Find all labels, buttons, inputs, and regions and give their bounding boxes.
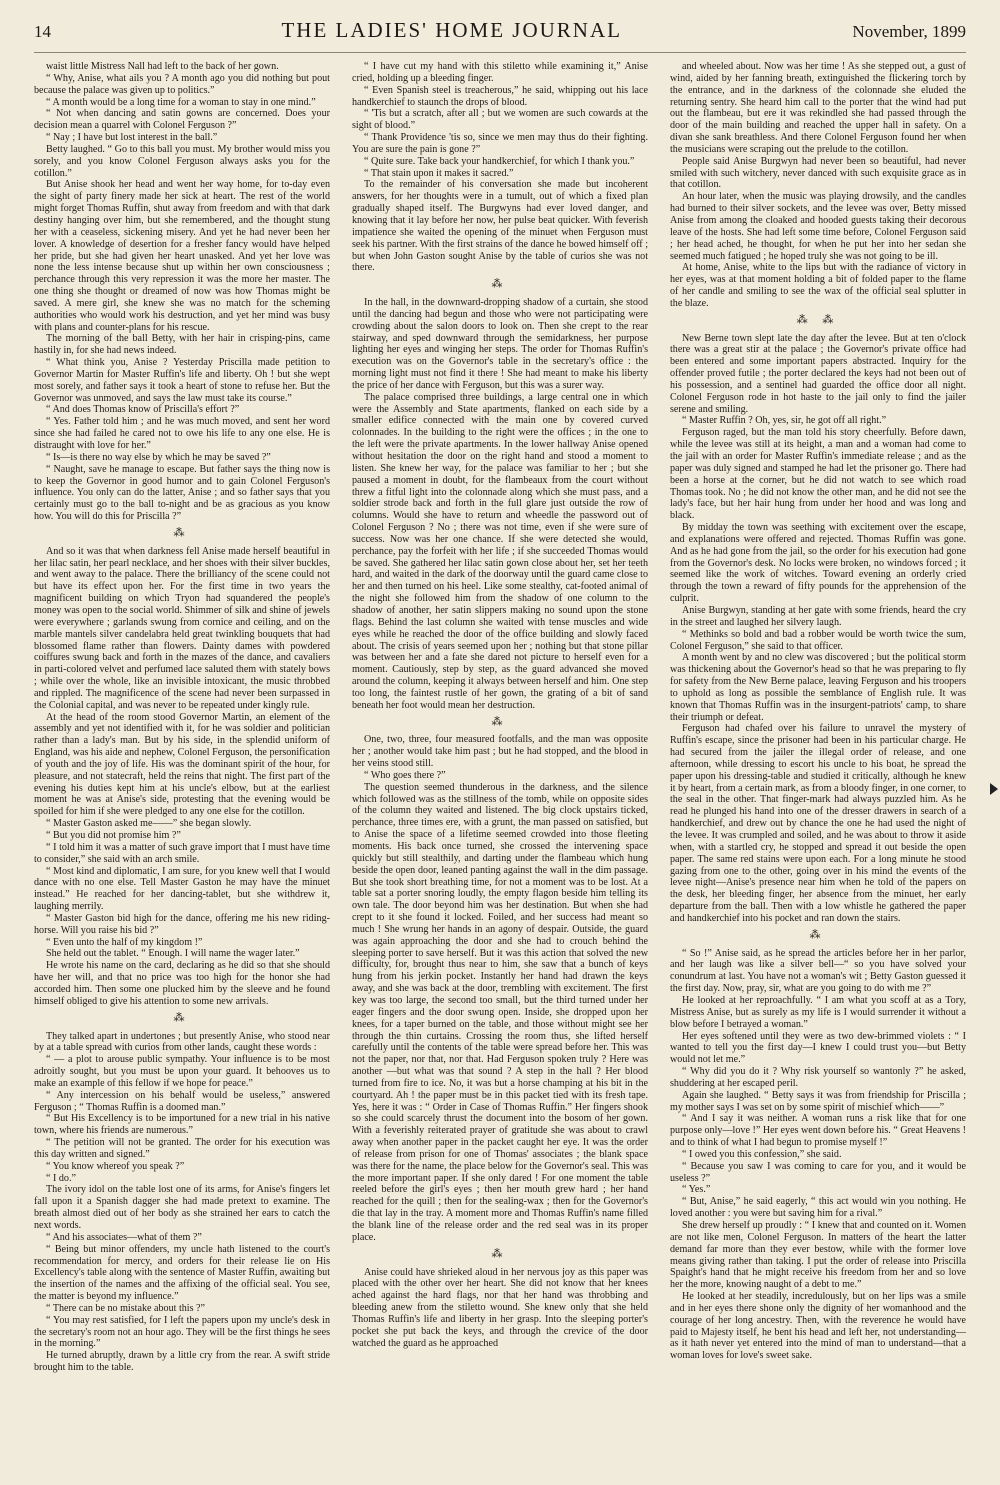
section-ornament: ⁂	[173, 1011, 191, 1024]
paragraph: Her eyes softened until they were as two dew-brimmed violets : “ I wanted to tell you the first day—I knew I could trust you—but Betty would not let me.”	[670, 1030, 966, 1066]
paragraph: And so it was that when darkness fell Anise made herself beautiful in her lilac satin, her pearl necklace, and her shoes with their silver buckles, and went away to the palace. There the brilliancy of the scene could not but have its effect upon her. For the first time in two years the magnificent building on which Tryon had squandered the people's money was open to the social world. Shimmer of silk and shine of jewels were everywhere ; garlands swung from cornice and ceiling, and on the marble mantels silver candelabra held great twinkling bouquets that had blossomed flame rather than flowers. Dainty dames with powdered coiffures swung back and forth in the mazes of the dance, and cavaliers in parti-colored velvet and perfumed lace saluted them with stately bows ; while over the whole, like an invisible intoxicant, the music throbbed and rippled. The magnificence of the scene had never been surpassed in the Colonial capital, and was never to be repeated under kingly rule.	[34, 545, 330, 711]
paragraph: “ I do.”	[46, 1172, 76, 1184]
paragraph: “ Being but minor offenders, my uncle hath listened to the court's recommendation for mercy, and orders for their release lie on His Excellency's table along with the sentence of Master Ruffin, awaiting but the insertion of the names and the affixing of the official seal. You see, the matter is beyond my influence.”	[34, 1243, 330, 1303]
paragraph: “ Is—is there no way else by which he may be saved ?”	[46, 451, 271, 463]
paragraph: “ Quite sure. Take back your handkerchief, for which I thank you.”	[364, 155, 635, 167]
paragraph: At home, Anise, white to the lips but with the radiance of victory in her eyes, was at that moment holding a bit of folded paper to the flame of her candle and smiling to see the wax of the official seal splutter in the blaze.	[670, 262, 966, 309]
paragraph: “ Because you saw I was coming to care for you, and it would be useless ?”	[670, 1160, 966, 1184]
paragraph: He turned abruptly, drawn by a little cry from the rear. A swift stride brought him to the table.	[34, 1350, 330, 1374]
paragraph: “ — a plot to arouse public sympathy. Your influence is to be most adroitly sought, but you must be upon your guard. It behooves us to make an example of this fellow if we hope for peace.”	[34, 1054, 330, 1089]
section-ornament: ⁂	[173, 526, 191, 539]
paragraph: “ There can be no mistake about this ?”	[46, 1302, 206, 1314]
issue-date: November, 1899	[852, 22, 966, 41]
paragraph: She held out the tablet. “ Enough. I will name the wager later.”	[46, 948, 300, 960]
paragraph: “ Why, Anise, what ails you ? A month ago you did nothing but pout because the palace was given up to politics.”	[34, 72, 330, 96]
paragraph: “ Who goes there ?”	[364, 769, 446, 781]
margin-arrow-icon	[990, 783, 998, 795]
paragraph: “ The petition will not be granted. The order for his execution was this day written and signed.”	[34, 1137, 330, 1160]
paragraph: Anise could have shrieked aloud in her nervous joy as this paper was placed with the other over her heart. She did not know that her knees ached against the hard flags, nor that her hand was throbbing and bleeding anew from the stiletto wound. She knew only that she held Thomas Ruffin's life and liberty in her grasp. Into the sleeping porter's pocket she put back the keys, and through the crevice of the door watched the guard as he approached	[352, 1266, 648, 1349]
paragraph: “ You may rest satisfied, for I left the papers upon my uncle's desk in the secretary's room not an hour ago. They will be the first things he sees in the morning.”	[34, 1314, 330, 1350]
paragraph: “ Any intercession on his behalf would be useless,” answered Ferguson ; “ Thomas Ruffin is a doomed man.”	[34, 1089, 330, 1113]
paragraph: “ I told him it was a matter of such grave import that I must have time to consider,” she said with an arch smile.	[34, 841, 330, 865]
paragraph: But Anise shook her head and went her way home, for to-day even the sight of party finery made her sick at heart. The rest of the world might forget Thomas Ruffin, shut away from freedom and with that dark destiny hanging over him, but she remembered, and the thought stung her with a ceaseless, sickening misery. And yet he had never been her lover. A knowledge of desertion for a fresher fancy would have helped her pride, but she had given her heart unasked. And yet her love was none the less intense because shut up within her own consciousness ; perchance through this very repression it was the more her master. The one thing she thought or dreamed of now was how Thomas might be saved. A mere girl, she knew she was no match for the scheming authorities who would work his destruction, and yet her mind was busy with plans and counter-plans for his rescue.	[34, 179, 330, 333]
paragraph: “ And his associates—what of them ?”	[46, 1231, 202, 1243]
paragraph: At the head of the room stood Governor Martin, an element of the assembly and yet not identified with it, for he was soldier and politician rather than a lady's man. But by his side, in the splendid uniform of England, was his aide and nephew, Colonel Ferguson, the personification of youth and the joy of life. His was the dominant spirit of the hour, for pleasure, and not statecraft, held the reins that night. The first part of the evening his duties kept him at his uncle's elbow, but at the earliest moment he was at Anise's side, protesting that the evening would be spoiled for him if she were pledged to any one else for the cotillon.	[34, 711, 330, 818]
column-2	[352, 61, 648, 1481]
column-3	[670, 61, 966, 1481]
paragraph: He looked at her steadily, incredulously, but on her lips was a smile and in her eyes there shone only the dignity of her womanhood and the courage of her long ancestry. Then, with the reverence he would have paid to Majesty itself, he bent his head and left her, not understanding—as it hath never yet entered into the mind of man to understand—that a woman loves for love's sweet sake.	[670, 1291, 966, 1362]
section-ornament: ⁂	[491, 278, 509, 291]
paragraph: One, two, three, four measured footfalls, and the man was opposite her ; another would take him past ; but he had stopped, and the blood in her veins stood still.	[352, 734, 648, 770]
paragraph: The morning of the ball Betty, with her hair in crisping-pins, came hastily in, for she had news indeed.	[34, 333, 330, 357]
text-columns	[34, 61, 966, 1481]
paragraph: The palace comprised three buildings, a large central one in which were the Assembly and State apartments, flanked on each side by a smaller edifice connected with the main one by covered curved colonnades. In the building to the right were the offices ; in the one to the left were the private apartments. In the lower hallway Anise opened without hesitation the door on the right hand and stood a moment to listen. She knew her way, for the palace was familiar to her ; but she paused a moment in doubt, for the flambeaux from the court without threw a fitful light into the colonnade along which she must pass, and a soldier strode back and forth in the full glare just outside the row of columns. Would she have to return and wheedle the password out of Colonel Ferguson ? No ; there was not time, even if she were sure of success. Now was her one chance. If she were detected she would, perchance, pay the forfeit with her life ; if she succeeded Thomas would be saved. She gathered her lilac satin gown close about her, set her teeth hard, and waited in the dark of the doorway until the guard came close to her and then turned on his heel. Like some stealthy, cat-footed animal of the night she followed him from the shadow of one column to the shadow of another, her satin slippers making no sound upon the stone flags. Behind the last column she waited with tense muscles and wide eyes while he reached the door of the office building and slowly faced about. The crisis of years seemed upon her ; nothing but that stone pillar was between her and a fate she dared not picture to herself even for a moment. Cautiously, step by step, as the guard advanced she moved around the column, keeping it always between herself and him. One step too long, the faintest rustle of her gown, the grating of a bit of sand beneath her foot would mean her destruction.	[352, 391, 648, 711]
paragraph: “ I have cut my hand with this stiletto while examining it,” Anise cried, holding up a bleeding finger.	[352, 61, 648, 84]
paragraph: An hour later, when the music was playing drowsily, and the candles had burned to their silver sockets, and the levee was over, Betty missed Anise from among the cloaked and hooded guests taking their decorous leave of the hosts. She had left some time before, Colonel Ferguson said ; her head ached, he thought, for when he put her into her sedan she seemed much fatigued ; he hoped truly she was not going to be ill.	[670, 191, 966, 262]
paragraph: Ferguson had chafed over his failure to unravel the mystery of Ruffin's escape, since the prisoner had been in his particular charge. He had secured from the jailer the illegal order of release, and one afternoon, while dressing to escort his uncle to his boat, he spread the paper upon his dressing-table and studied it critically, although he knew it by heart, from a certain mark, as from a bloody finger, in one corner, to the seal in the other. That finger-mark had always puzzled him. As he read he plunged his hand into one of the dresser drawers in search of a handkerchief, and drew out by chance the one he had used the night of the levee. It was crumpled and soiled, and he was about to throw it aside when, with a startled cry, he stopped and spread it out beside the open paper. The same red stains were upon each. For a long minute he stood gazing from one to the other, going over in his mind the events of the levee night—Anise's presence near him when he told of the papers on the desk, her bleeding finger, her absence from the minuet, her early departure from the ball. Then with a low whistle he gathered the paper and handkerchief into his pocket and ran down the stairs.	[670, 723, 966, 924]
paragraph: “ Master Ruffin ? Oh, yes, sir, he got off all right.”	[682, 415, 887, 427]
paragraph: In the hall, in the downward-dropping shadow of a curtain, she stood until the dancing had begun and those who were not participating were crowding about the salon doors to look on. Then she crept to the rear stairway, and sped downward through the semidarkness, her purpose lighting her eyes and winging her steps. The order for Thomas Ruffin's execution was on the Governor's table in the secretary's office : the morning light must not find it there ! She had meant to make his liberty the price of her dance with Ferguson, but this was a surer way.	[352, 297, 648, 391]
paragraph: Ferguson raged, but the man told his story cheerfully. Before dawn, while the levee was still at its height, a man and a woman had come to the jail with an order for Master Ruffin's immediate release ; and as the paper was duly signed and stamped he had let the prisoner go. There had been a horse at the corner, but he did not watch to see which road Thomas took. No ; he did not know the other man, and he did not see the lady's face, but her hair hung from under her hood and was long and black.	[670, 427, 966, 522]
paragraph: “ That stain upon it makes it sacred.”	[364, 167, 514, 179]
paragraph: They talked apart in undertones ; but presently Anise, who stood near by at a table spread with curios from other lands, caught these words :	[34, 1030, 330, 1054]
section-ornament: ⁂	[809, 928, 827, 941]
paragraph: and wheeled about. Now was her time ! As she stepped out, a gust of wind, aided by her fanning breath, extinguished the flickering torch by the entrance, and in the darkness of the colonnade she eluded the returning sentry. She heard him call to the porter that the wind had put out the flambeau, but ere it was rekindled she had passed through the door of the main building and reached the upper hall in safety. On a divan she sank breathless. And there Colonel Ferguson found her when the musicians were scraping out the prelude to the cotillon.	[670, 61, 966, 155]
paragraph: He looked at her reproachfully. “ I am what you scoff at as a Tory, Mistress Anise, but as surely as my life is I would surrender it without a blow before I betrayed a woman.”	[670, 994, 966, 1030]
paragraph: “ Thank Providence 'tis so, since we men may thus do their fighting. You are sure the pain is gone ?”	[352, 132, 648, 155]
paragraph: She drew herself up proudly : “ I knew that and counted on it. Women are not like men, Colonel Ferguson. In matters of the heart the latter demand far more than they ever bestow, while with the former love means giving rather than taking. I put the order of release into Priscilla Spaight's hand that he might receive his freedom from her and so love her the more, knowing naught of a debt to me.”	[670, 1220, 966, 1291]
paragraph: waist little Mistress Nall had left to the back of her gown.	[46, 61, 279, 72]
paragraph: Betty laughed. “ Go to this ball you must. My brother would miss you sorely, and you know Colonel Ferguson always asks you for the cotillon.”	[34, 143, 330, 179]
paragraph: “ I owed you this confession,” she said.	[682, 1148, 842, 1160]
paragraph: “ Even Spanish steel is treacherous,” he said, whipping out his lace handkerchief to staunch the drops of blood.	[352, 84, 648, 108]
paragraph: “ So !” Anise said, as he spread the articles before her in her parlor, and her laugh was like a silver bell—“ so you have solved your conundrum at last. You have not a woman's wit ; Betty Gaston guessed it the first day. Now, pray, sir, what are you going to do with me ?”	[670, 947, 966, 995]
paragraph: “ Even unto the half of my kingdom !”	[46, 936, 203, 948]
paragraph: “ But His Excellency is to be importuned for a new trial in his native town, where his friends are numerous.”	[34, 1113, 330, 1137]
paragraph: A month went by and no clew was discovered ; but the political storm was thickening about the Governor's head so that he was preparing to fly for safety from the New Berne palace, leaving Ferguson and his troopers to uphold as long as possible the semblance of English rule. It was known that Thomas Ruffin was in the insurgent-patriots' camp, to share their triumph or defeat.	[670, 652, 966, 723]
paragraph: People said Anise Burgwyn had never been so beautiful, had never smiled with such witchery, never danced with such exquisite grace as in that cotillon.	[670, 155, 966, 191]
paragraph: “ But, Anise,” he said eagerly, “ this act would win you nothing. He loved another : you were but saving him for a rival.”	[670, 1196, 966, 1220]
paragraph: By midday the town was seething with excitement over the escape, and explanations were offered and rejected. Thomas Ruffin was gone. And as he had gone from the jail, so the order for his execution had gone from the Governor's desk. No locks were broken, no windows forced ; it seemed like the work of witches. Toward evening an orderly cried through the town a reward of fifty pounds for the apprehension of the culprit.	[670, 522, 966, 605]
paragraph: “ But you did not promise him ?”	[46, 830, 181, 841]
paragraph: “ Yes.”	[682, 1184, 711, 1196]
paragraph: “ Most kind and diplomatic, I am sure, for you knew well that I would dance with no one else. Tell Master Gaston he may have the minuet instead.” He reached for her dancing-tablet, but she withdrew it, laughing merrily.	[34, 865, 330, 913]
paragraph: New Berne town slept late the day after the levee. But at ten o'clock there was a great stir at the palace ; the Governor's private office had been entered and some important papers abstracted. Inquiry for the offender proved futile ; the porter declared the keys had not been out of his possession, and a sentinel had guarded the office door all night. Colonel Ferguson rode in hot haste to the jail only to find the jailer serene and smiling.	[670, 332, 966, 415]
page-number: 14	[34, 22, 51, 41]
section-ornament: ⁂	[491, 715, 509, 728]
paragraph: “ And I say it was neither. A woman runs a risk like that for one purpose only—love !” Her eyes went down before his. “ Great Heavens ! and to think of what I had begun to promise myself !”	[670, 1113, 966, 1149]
paragraph: “ Methinks so bold and bad a robber would be worth twice the sum, Colonel Ferguson,” she said to that officer.	[670, 628, 966, 652]
paragraph: “ And does Thomas know of Priscilla's effort ?”	[46, 404, 240, 416]
section-ornament: ⁂ ⁂	[796, 313, 840, 326]
paragraph: Anise Burgwyn, standing at her gate with some friends, heard the cry in the street and laughed her silvery laugh.	[670, 604, 966, 628]
paragraph: “ What think you, Anise ? Yesterday Priscilla made petition to Governor Martin for Master Ruffin's life and liberty. Oh ! but she wept most sorely, and father says it took a heart of stone to refuse her. But the Governor was unmoved, and says the law must take its course.”	[34, 357, 330, 404]
paragraph: To the remainder of his conversation she made but incoherent answers, for her thoughts were in a tumult, out of which a fixed plan gradually shaped itself. The Burgwyns had ever loved danger, and knowing that it lay before her now, her pulse beat quicker. With feverish impatience she waited the opening of the minuet when Ferguson must seek his partner. With the first strains of the dance he bowed himself off ; but when John Gaston sought Anise by the table of curios she was not there.	[352, 179, 648, 274]
journal-title: THE LADIES' HOME JOURNAL	[281, 18, 622, 42]
paragraph: Again she laughed. “ Betty says it was from friendship for Priscilla ; my mother says I was set on by some spirit of mischief which——”	[670, 1089, 966, 1113]
paragraph: “ Master Gaston asked me——” she began slowly.	[46, 818, 252, 830]
page-header	[34, 18, 966, 53]
paragraph: “ Master Gaston bid high for the dance, offering me his new riding-horse. Will you raise his bid ?”	[34, 912, 330, 936]
paragraph: “ Not when dancing and satin gowns are concerned. Does your decision mean a quarrel with Colonel Ferguson ?”	[34, 108, 330, 132]
column-1	[34, 61, 330, 1481]
paragraph: “ 'Tis but a scratch, after all ; but we women are such cowards at the sight of blood.”	[352, 108, 648, 132]
paragraph: The question seemed thunderous in the darkness, and the silence which followed was as the stillness of the tomb, while on opposite sides of the column they waited and listened. The big clock upstairs ticked, perchance, three times ere, with a grunt, the man passed on satisfied, but to Anise the space of a lifetime seemed crowded into those fleeting moments. His back once turned, she crossed the intervening space quickly but still stealthily, and darting under the flambeau which hung beside the open door, leaned panting against the wall in the dim passage. But she took short breathing time, for not a moment was to be lost. At a table sat a porter snoring loudly, the empty flagon beside him telling its own tale. The door beyond him was her destination. But when she had crept to it she found it locked. Foiled, and her success had meant so much ! She wrung her hands in an agony of despair. Outside, the guard was again approaching the door and she had to crouch behind the sleeping porter to save herself. But it was this action that solved the new difficulty, for, brought thus near to him, she saw that a bunch of keys hung from his jerkin pocket. Instantly her hand had drawn the keys away, and she was back at the door, trembling with excitement. The first key was too large, the second too small, but the third turned under her eager fingers and the door swung open. Inside, she dropped upon her knees, for a taper burned on the table, and those without might see her through the thin curtains. Crossing the room thus, she lifted herself carefully until the contents of the table were spread before her. This was not the paper, nor that, nor that. Had Ferguson spoken truly ? Here was another —but what was that sound ? A step in the hall ? Her blood turned from fire to ice. No, it was but a horse champing at his bit in the courtyard. Ah ! the paper must be in this packet tied with its fresh tape. Yes, here it was : “ Order in Case of Thomas Ruffin.” Her fingers shook so she could scarcely thrust the document into the bosom of her gown. With a feverishly reiterated prayer of gratitude she was about to crawl away when another paper in the packet caught her eye. It was the order of release from prison for one of Thomas' associates ; the blank space was there for the name, the place below for the Governor's seal. This was the more important paper. If she only dared ! For one moment the table reeled before the girl's eyes ; then her mouth grew hard ; her hand reached for the quill ; then for the sealing-wax ; then for the Governor's die that lay in the tray. A moment more and Thomas Ruffin's name filled the blank line of the release order and the red seal was in its proper place.	[352, 781, 648, 1243]
paragraph: The ivory idol on the table lost one of its arms, for Anise's fingers let fall upon it a Spanish dagger she had made pretext to examine. The breath almost died out of her body as she strained her ears to catch the next words.	[34, 1184, 330, 1231]
paragraph: “ Nay ; I have but lost interest in the ball.”	[46, 132, 218, 144]
paragraph: “ A month would be a long time for a woman to stay in one mind.”	[46, 96, 316, 108]
paragraph: He wrote his name on the card, declaring as he did so that she should have her will, and that no price was too high for the honor she had accorded him. Then some one plucked him by the sleeve and he found himself obliged to give his attention to some new arrivals.	[34, 960, 330, 1007]
paragraph: “ You know whereof you speak ?”	[46, 1160, 185, 1172]
section-ornament: ⁂	[491, 1247, 509, 1260]
paragraph: “ Why did you do it ? Why risk yourself so wantonly ?” he asked, shuddering at her escaped peril.	[670, 1066, 966, 1089]
paragraph: “ Yes. Father told him ; and he was much moved, and sent her word since she had failed he cared not to owe his life to any one else. He is distraught with love for her.”	[34, 416, 330, 451]
paragraph: “ Naught, save he manage to escape. But father says the thing now is to keep the Governor in good humor and to gain Colonel Ferguson's influence. You only can do the latter, Anise ; and so father says that you certainly must go to the ball to-night and be as gracious as you know how. You will do this for Priscilla ?”	[34, 463, 330, 523]
